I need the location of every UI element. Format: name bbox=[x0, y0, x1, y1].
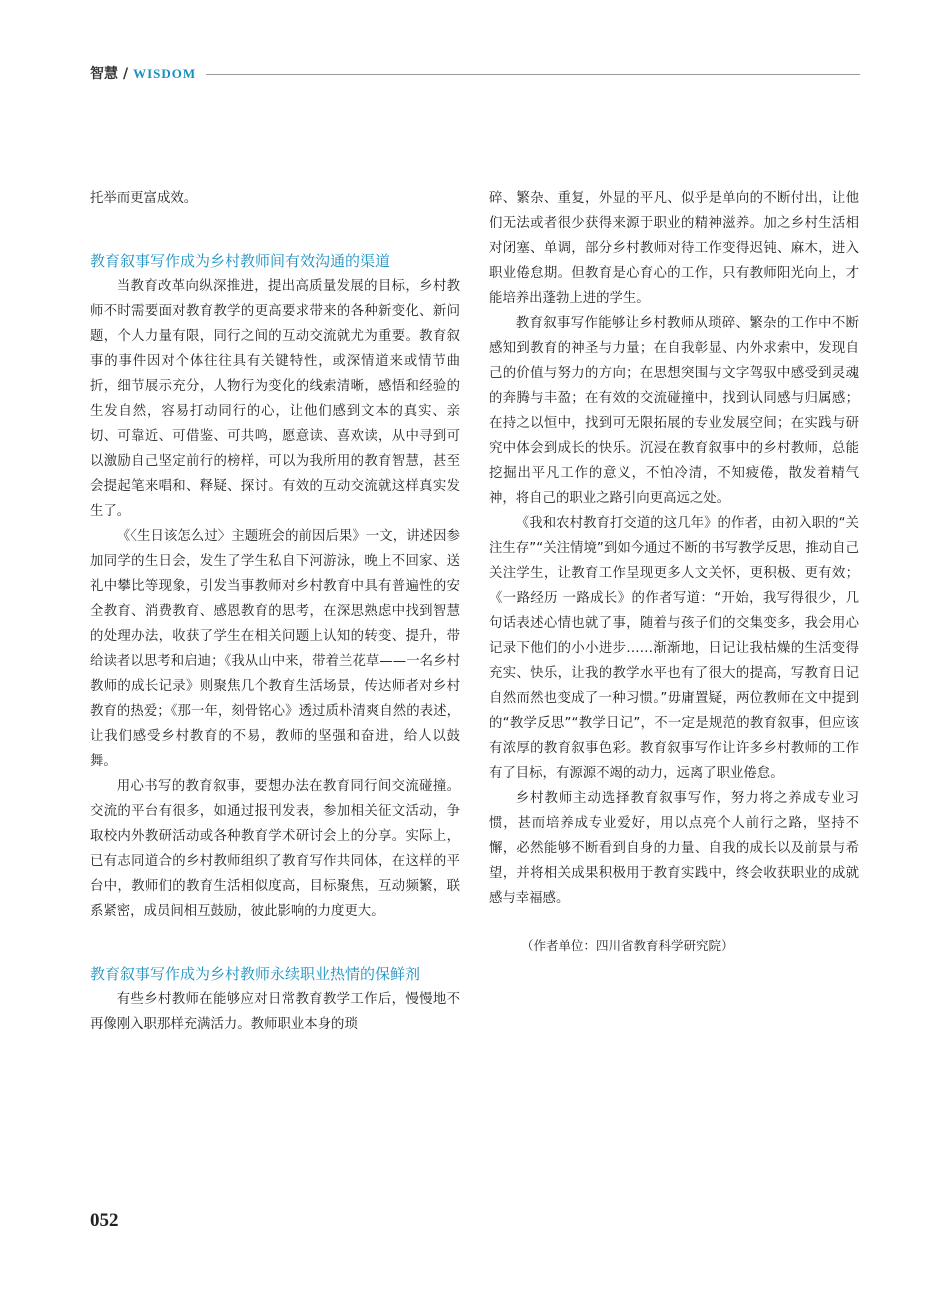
paragraph: 教育叙事写作能够让乡村教师从琐碎、繁杂的工作中不断感知到教育的神圣与力量；在自我彰显、内外求索中，发现自己的价值与努力的方向；在思想突围与文字驾驭中感受到灵魂的奔腾与丰盈；在有效的交流碰撞中，找到认同感与归属感；在持之以恒中，找到可无限拓展的专业发展空间；在实践与研究中体会到成长的快乐。沉浸在教育叙事中的乡村教师，总能挖掘出平凡工作的意义，不怕冷清，不知疲倦，散发着精气神，将自己的职业之路引向更高远之处。 bbox=[489, 316, 859, 506]
paragraph: 《我和农村教育打交道的这几年》的作者，由初入职的“关注生存”“关注情境”到如今通过不断的书写教学反思，推动自己关注学生，让教育工作呈现更多人文关怀，更积极、更有效；《一路经历 一路成长》的作者写道：“开始，我写得很少，几句话表述心情也就了事，随着与孩子们的交集变多，我会用心记录下他们的小小进步……渐渐地，日记让我枯燥的生活变得充实、快乐，让我的教学水平也有了很大的提高，写教育日记自然而然也变成了一种习惯。”毋庸置疑，两位教师在文中提到的“教学反思”“教学日记”，不一定是规范的教育叙事，但应该有浓厚的教育叙事色彩。教育叙事写作让许多乡村教师的工作有了目标，有源源不竭的动力，远离了职业倦怠。 bbox=[489, 516, 859, 781]
page-number: 052 bbox=[90, 1210, 119, 1231]
continuation-text: 托举而更富成效。 bbox=[90, 191, 198, 206]
page-header bbox=[90, 64, 860, 84]
paragraph: 碎、繁杂、重复，外显的平凡、似乎是单向的不断付出，让他们无法或者很少获得来源于职业的精神滋养。加之乡村生活相对闭塞、单调，部分乡村教师对待工作变得迟钝、麻木，进入职业倦怠期。但教育是心育心的工作，只有教师阳光向上，才能培养出蓬勃上进的学生。 bbox=[489, 191, 859, 306]
paragraph: 乡村教师主动选择教育叙事写作，努力将之养成专业习惯，甚而培养成专业爱好，用以点亮个人前行之路，坚持不懈，必然能够不断看到自身的力量、自我的成长以及前景与希望，并将相关成果积极用于教育实践中，终会收获职业的成就感与幸福感。 bbox=[489, 791, 859, 906]
paragraph: 当教育改革向纵深推进，提出高质量发展的目标，乡村教师不时需要面对教育教学的更高要求带来的各种新变化、新问题，个人力量有限，同行之间的互动交流就尤为重要。教育叙事的事件因对个体往往具有关键特性，或深情道来或情节曲折，细节展示充分，人物行为变化的线索清晰，感悟和经验的生发自然，容易打动同行的心，让他们感到文本的真实、亲切、可靠近、可借鉴、可共鸣，愿意读、喜欢读，从中寻到可以激励自己坚定前行的榜样，可以为我所用的教育智慧，甚至会提起笔来唱和、释疑、探讨。有效的互动交流就这样真实发生了。 bbox=[90, 279, 460, 519]
author-affiliation: （作者单位：四川省教育科学研究院） bbox=[521, 938, 734, 953]
right-column bbox=[489, 186, 859, 958]
paragraph: 用心书写的教育叙事，要想办法在教育同行间交流碰撞。交流的平台有很多，如通过报刊发表，参加相关征文活动，争取校内外教研活动或各种教育学术研讨会上的分享。实际上，已有志同道合的乡村教师组织了教育写作共同体，在这样的平台中，教师们的教育生活相似度高，目标聚焦，互动频繁，联系紧密，成员间相互鼓励，彼此影响的力度更大。 bbox=[90, 779, 460, 919]
paragraph: 《〈生日该怎么过〉主题班会的前因后果》一文，讲述因参加同学的生日会，发生了学生私自下河游泳，晚上不回家、送礼中攀比等现象，引发当事教师对乡村教育中具有普遍性的安全教育、消费教育、感恩教育的思考，在深思熟虑中找到智慧的处理办法，收获了学生在相关问题上认知的转变、提升，带给读者以思考和启迪；《我从山中来，带着兰花草——一名乡村教师的成长记录》则聚焦几个教育生活场景，传达师者对乡村教育的热爱；《那一年，刻骨铭心》透过质朴清爽自然的表述，让我们感受乡村教育的不易，教师的坚强和奋进，给人以鼓舞。 bbox=[90, 529, 460, 769]
left-column bbox=[90, 186, 460, 1037]
section-separator: / bbox=[123, 66, 129, 82]
header-divider bbox=[206, 74, 860, 75]
section-heading-2: 教育叙事写作成为乡村教师永续职业热情的保鲜剂 bbox=[90, 965, 421, 983]
section-brand bbox=[90, 64, 196, 84]
section-title-en: WISDOM bbox=[133, 66, 197, 81]
paragraph: 有些乡村教师在能够应对日常教育教学工作后，慢慢地不再像刚入职那样充满活力。教师职业本身的琐 bbox=[90, 992, 460, 1032]
section-title-cn: 智慧 bbox=[90, 66, 118, 82]
section-heading-1: 教育叙事写作成为乡村教师间有效沟通的渠道 bbox=[90, 252, 391, 270]
